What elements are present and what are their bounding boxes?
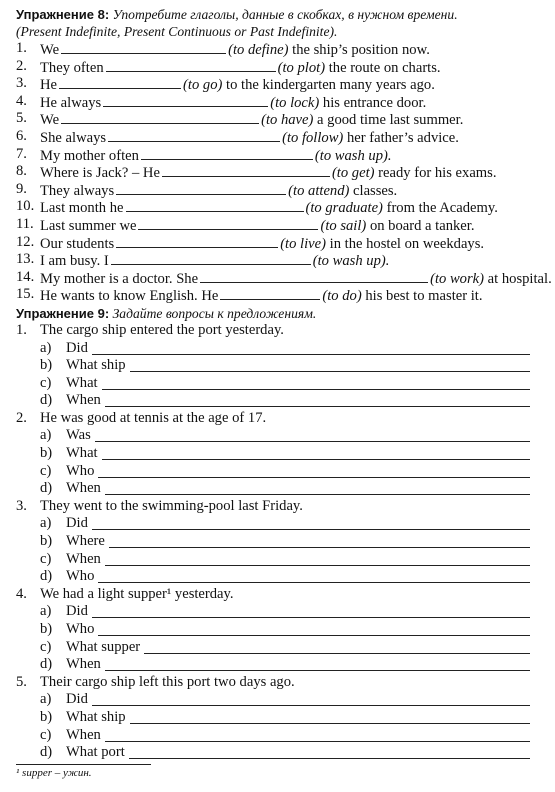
question-word: When <box>66 392 101 409</box>
answer-line[interactable] <box>98 477 530 478</box>
question-line <box>16 427 544 445</box>
verb-hint: (to attend) <box>288 182 350 199</box>
item-number: 6. <box>16 127 27 144</box>
verb-hint: (to live) <box>280 235 326 252</box>
answer-blank[interactable] <box>111 251 311 265</box>
answer-blank[interactable] <box>162 163 330 177</box>
verb-hint: (to graduate) <box>305 200 383 217</box>
question-line <box>16 515 544 533</box>
item-before: Our students <box>40 235 115 252</box>
item-after: her father’s advice. <box>346 129 459 146</box>
item-number: 12. <box>16 233 35 250</box>
question-word: What port <box>66 744 125 761</box>
question-letter: a) <box>40 515 52 532</box>
item-after: on board a tanker. <box>369 217 475 234</box>
answer-line[interactable] <box>98 635 530 636</box>
question-letter: d) <box>40 744 53 761</box>
item-text <box>40 286 544 306</box>
verb-hint: (to sail) <box>320 217 367 234</box>
exercise-8-item <box>16 251 544 269</box>
question-line <box>16 656 544 674</box>
answer-blank[interactable] <box>103 93 268 107</box>
item-before: Where is Jack? – He <box>40 165 160 182</box>
exercise-8-item <box>16 198 544 216</box>
exercise-8-item <box>16 58 544 76</box>
answer-line[interactable] <box>105 741 530 742</box>
exercise-8-item <box>16 75 544 93</box>
exercise-8-item <box>16 110 544 128</box>
item-after: the route on charts. <box>328 59 441 76</box>
exercise-8-item <box>16 128 544 146</box>
question-line <box>16 709 544 727</box>
verb-hint: (to get) <box>331 165 375 182</box>
item-before: My mother is a doctor. She <box>40 270 199 287</box>
sentence-number: 4. <box>16 585 27 602</box>
answer-line[interactable] <box>129 758 530 759</box>
sentence-text: They went to the swimming-pool last Friday. <box>40 497 303 514</box>
question-word: Did <box>66 603 88 620</box>
item-before: I am busy. I <box>40 253 109 270</box>
answer-blank[interactable] <box>108 128 280 142</box>
item-number: 15. <box>16 286 35 303</box>
answer-blank[interactable] <box>116 234 278 248</box>
item-number: 1. <box>16 40 27 56</box>
question-line <box>16 357 544 375</box>
answer-line[interactable] <box>144 653 530 654</box>
question-line <box>16 621 544 639</box>
answer-line[interactable] <box>105 494 530 495</box>
answer-line[interactable] <box>95 441 530 442</box>
item-before: He always <box>40 94 102 111</box>
answer-blank[interactable] <box>61 110 259 124</box>
question-line <box>16 340 544 358</box>
question-letter: c) <box>40 550 52 567</box>
question-letter: a) <box>40 603 52 620</box>
question-letter: c) <box>40 638 52 655</box>
question-line <box>16 445 544 463</box>
exercise-9-sentence <box>16 322 544 340</box>
footnote-rule <box>16 764 151 765</box>
answer-line[interactable] <box>92 705 530 706</box>
question-word: When <box>66 656 101 673</box>
question-line <box>16 744 544 762</box>
question-line <box>16 727 544 745</box>
item-before: He <box>40 77 58 94</box>
item-before: They always <box>40 182 115 199</box>
question-word: What supper <box>66 638 141 655</box>
answer-line[interactable] <box>92 529 530 530</box>
item-number: 5. <box>16 110 27 127</box>
exercise-8-item <box>16 163 544 181</box>
item-before: He wants to know English. He <box>40 288 219 305</box>
answer-line[interactable] <box>92 617 530 618</box>
item-number: 13. <box>16 251 35 268</box>
exercise-8-item <box>16 216 544 234</box>
item-number: 10. <box>16 198 35 215</box>
item-number: 2. <box>16 57 27 74</box>
verb-hint: (to lock) <box>270 94 320 111</box>
answer-blank[interactable] <box>200 269 428 283</box>
question-word: When <box>66 726 101 743</box>
answer-line[interactable] <box>105 565 530 566</box>
question-line <box>16 533 544 551</box>
verb-hint: (to do) <box>322 288 362 305</box>
item-after: the ship’s position now. <box>292 42 430 58</box>
item-number: 7. <box>16 145 27 162</box>
answer-line[interactable] <box>130 723 530 724</box>
answer-blank[interactable] <box>116 181 286 195</box>
exercise-8-item <box>16 146 544 164</box>
answer-line[interactable] <box>109 547 530 548</box>
sentence-text: He was good at tennis at the age of 17. <box>40 409 267 426</box>
item-number: 14. <box>16 268 35 285</box>
sentence-number: 2. <box>16 409 27 426</box>
question-line <box>16 568 544 586</box>
answer-line[interactable] <box>92 354 530 355</box>
item-after: a good time last summer. <box>317 112 464 129</box>
question-word: Did <box>66 339 88 356</box>
question-line <box>16 375 544 393</box>
question-letter: c) <box>40 462 52 479</box>
answer-line[interactable] <box>105 670 530 671</box>
question-word: Who <box>66 462 95 479</box>
answer-line[interactable] <box>105 406 530 407</box>
exercise-9-sentence <box>16 586 544 604</box>
verb-hint: (to follow) <box>282 129 344 146</box>
sentence-text: Their cargo ship left this port two days ago. <box>40 673 295 690</box>
exercise-8-tenses <box>16 23 544 40</box>
answer-line[interactable] <box>98 582 530 583</box>
question-letter: d) <box>40 656 53 673</box>
item-after: from the Academy. <box>386 200 498 217</box>
item-number: 11. <box>16 215 34 232</box>
exercise-9-sentence <box>16 498 544 516</box>
exercise-9-heading <box>16 305 544 322</box>
question-word: What <box>66 445 98 462</box>
sentence-number: 1. <box>16 321 27 338</box>
item-before: We <box>40 112 60 129</box>
question-word: Who <box>66 621 95 637</box>
question-letter: b) <box>40 445 53 462</box>
verb-hint: (to define) <box>228 42 289 58</box>
item-before: They often <box>40 59 104 76</box>
verb-hint: (to plot) <box>277 59 326 76</box>
question-line <box>16 480 544 498</box>
item-after: his best to master it. <box>365 288 483 305</box>
question-line <box>16 691 544 709</box>
answer-blank[interactable] <box>141 146 313 160</box>
question-line <box>16 639 544 657</box>
answer-line[interactable] <box>102 459 530 460</box>
question-letter: a) <box>40 427 52 444</box>
exercise-9-list <box>16 322 544 762</box>
exercise-9-sentence <box>16 674 544 692</box>
question-letter: b) <box>40 357 53 374</box>
exercise-8-item <box>16 286 544 304</box>
footnote: ¹ supper – ужин. <box>16 767 92 779</box>
exercise-8-heading <box>16 6 544 23</box>
answer-blank[interactable] <box>138 216 318 230</box>
question-word: Was <box>66 427 91 444</box>
item-before: She always <box>40 129 107 146</box>
item-after: to the kindergarten many years ago. <box>226 77 435 94</box>
exercise-9-sentence <box>16 410 544 428</box>
question-word: Who <box>66 568 95 585</box>
exercise-8-item <box>16 268 552 287</box>
verb-hint: (to have) <box>261 112 314 129</box>
sentence-number: 5. <box>16 673 27 690</box>
item-before: Last summer we <box>40 217 137 234</box>
exercise-8-instruction: Употребите глаголы, данные в скобках, в нужном времени. <box>112 7 458 22</box>
exercise-9-instruction: Задайте вопросы к предложениям. <box>112 305 317 321</box>
answer-line[interactable] <box>130 371 530 372</box>
item-after: classes. <box>353 182 398 199</box>
question-word: Did <box>66 691 88 708</box>
item-number: 8. <box>16 163 27 180</box>
worksheet-page <box>16 6 552 762</box>
answer-blank[interactable] <box>61 40 226 54</box>
exercise-8-item <box>16 40 544 58</box>
item-before: We <box>40 42 60 58</box>
item-after: ready for his exams. <box>378 165 497 182</box>
item-before: Last month he <box>40 200 124 217</box>
item-number: 3. <box>16 75 27 92</box>
question-word: What ship <box>66 357 126 374</box>
exercise-8-list <box>16 40 552 305</box>
item-after: in the hostel on weekdays. <box>329 235 485 252</box>
question-letter: b) <box>40 708 53 725</box>
question-word: When <box>66 550 101 567</box>
exercise-8-tenses-text: (Present Indefinite, Present Continuous or Past Indefinite). <box>16 24 338 39</box>
answer-blank[interactable] <box>126 198 304 212</box>
verb-hint: (to work) <box>430 270 485 287</box>
item-number: 4. <box>16 92 27 109</box>
exercise-9-label: Упражнение 9: <box>16 305 110 321</box>
verb-hint: (to wash up). <box>314 147 392 164</box>
question-word: Did <box>66 515 88 532</box>
item-after: at hospital. <box>487 270 552 287</box>
question-letter: a) <box>40 691 52 708</box>
item-after: his entrance door. <box>322 94 427 111</box>
answer-blank[interactable] <box>106 58 276 72</box>
question-letter: d) <box>40 392 53 409</box>
item-before: My mother often <box>40 147 139 164</box>
question-line <box>16 603 544 621</box>
question-word: When <box>66 480 101 497</box>
exercise-8-label: Упражнение 8: <box>16 7 110 22</box>
exercise-8-item <box>16 181 544 199</box>
sentence-text: We had a light supper¹ yesterday. <box>40 585 234 602</box>
question-word: Where <box>66 533 105 550</box>
question-letter: a) <box>40 339 52 356</box>
question-word: What ship <box>66 708 126 725</box>
exercise-8-item <box>16 234 544 252</box>
answer-blank[interactable] <box>220 286 320 300</box>
sentence-number: 3. <box>16 497 27 514</box>
answer-line[interactable] <box>102 389 530 390</box>
question-letter: c) <box>40 374 52 391</box>
question-word: What <box>66 374 98 391</box>
exercise-8-item <box>16 93 544 111</box>
verb-hint: (to wash up). <box>312 253 390 270</box>
question-letter: d) <box>40 568 53 585</box>
sentence-text: The cargo ship entered the port yesterday. <box>40 321 284 338</box>
question-letter: c) <box>40 726 52 743</box>
verb-hint: (to go) <box>183 77 223 94</box>
answer-blank[interactable] <box>59 75 181 89</box>
question-letter: b) <box>40 533 53 550</box>
item-number: 9. <box>16 180 27 197</box>
question-letter: d) <box>40 480 53 497</box>
question-letter: b) <box>40 621 53 637</box>
question-line <box>16 392 544 410</box>
question-line <box>16 551 544 569</box>
question-line <box>16 463 544 481</box>
